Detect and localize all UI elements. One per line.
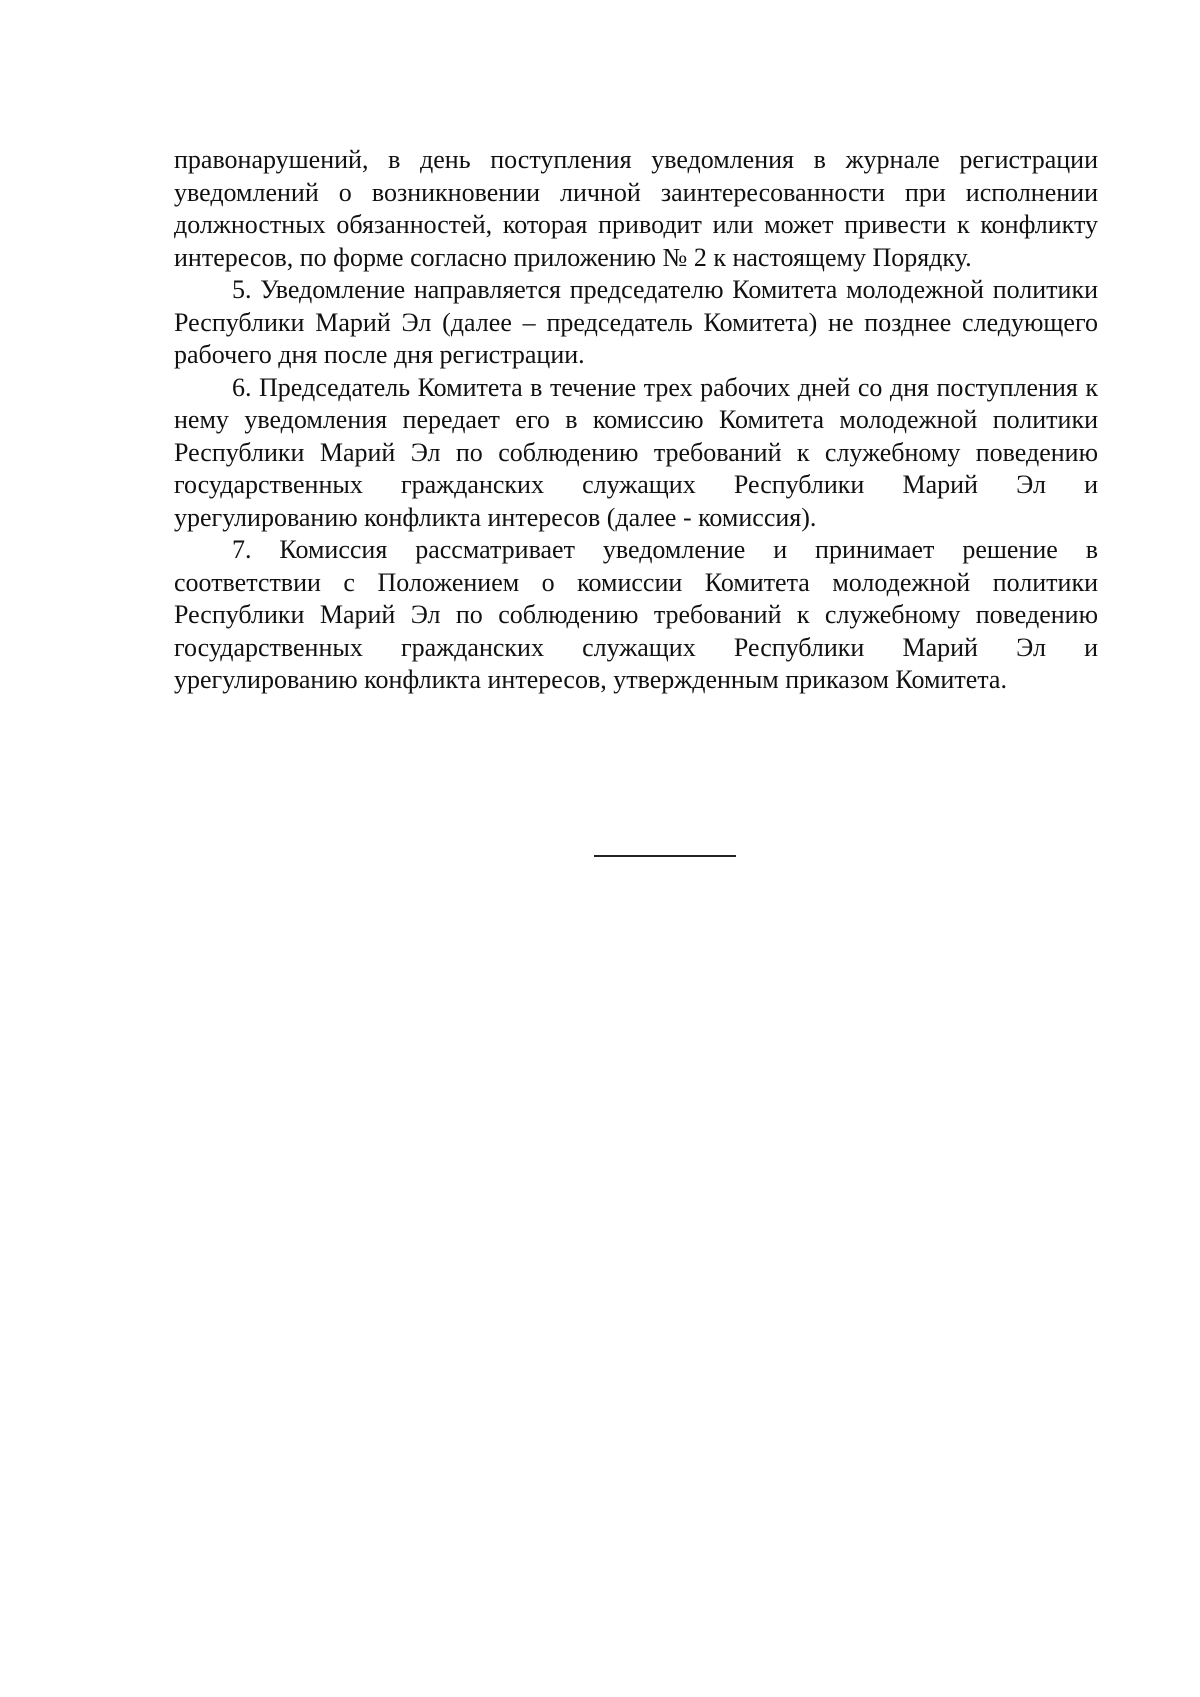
paragraph-item-7: 7. Комиссия рассматривает уведомление и принимает решение в соответствии с Положением о комиссии Комитета молодежной политики Республики Марий Эл по соблюдению требований к служебному поведению государственных гражданских служащих Республики Марий Эл и урегулированию конфликта интересов, утвержденным приказом Комитета.	[174, 535, 1098, 694]
paragraph-item-5: 5. Уведомление направляется председателю Комитета молодежной политики Республики Марий Эл (далее – председатель Комитета) не позднее следующего рабочего дня после дня регистрации.	[174, 275, 1098, 369]
paragraph-item-6: 6. Председатель Комитета в течение трех рабочих дней со дня поступления к нему уведомления передает его в комиссию Комитета молодежной политики Республики Марий Эл по соблюдению требований к служебному поведению государственных гражданских служащих Республики Марий Эл и урегулированию конфликта интересов (далее - комиссия).	[174, 372, 1098, 532]
paragraph-continuation: правонарушений, в день поступления уведомления в журнале регистрации уведомлений о возникновении личной заинтересованности при исполнении должностных обязанностей, которая приводит или может привести к конфликту интересов, по форме согласно приложению № 2 к настоящему Порядку.	[174, 145, 1098, 272]
document-body	[174, 144, 1098, 697]
end-separator-line	[594, 855, 736, 857]
